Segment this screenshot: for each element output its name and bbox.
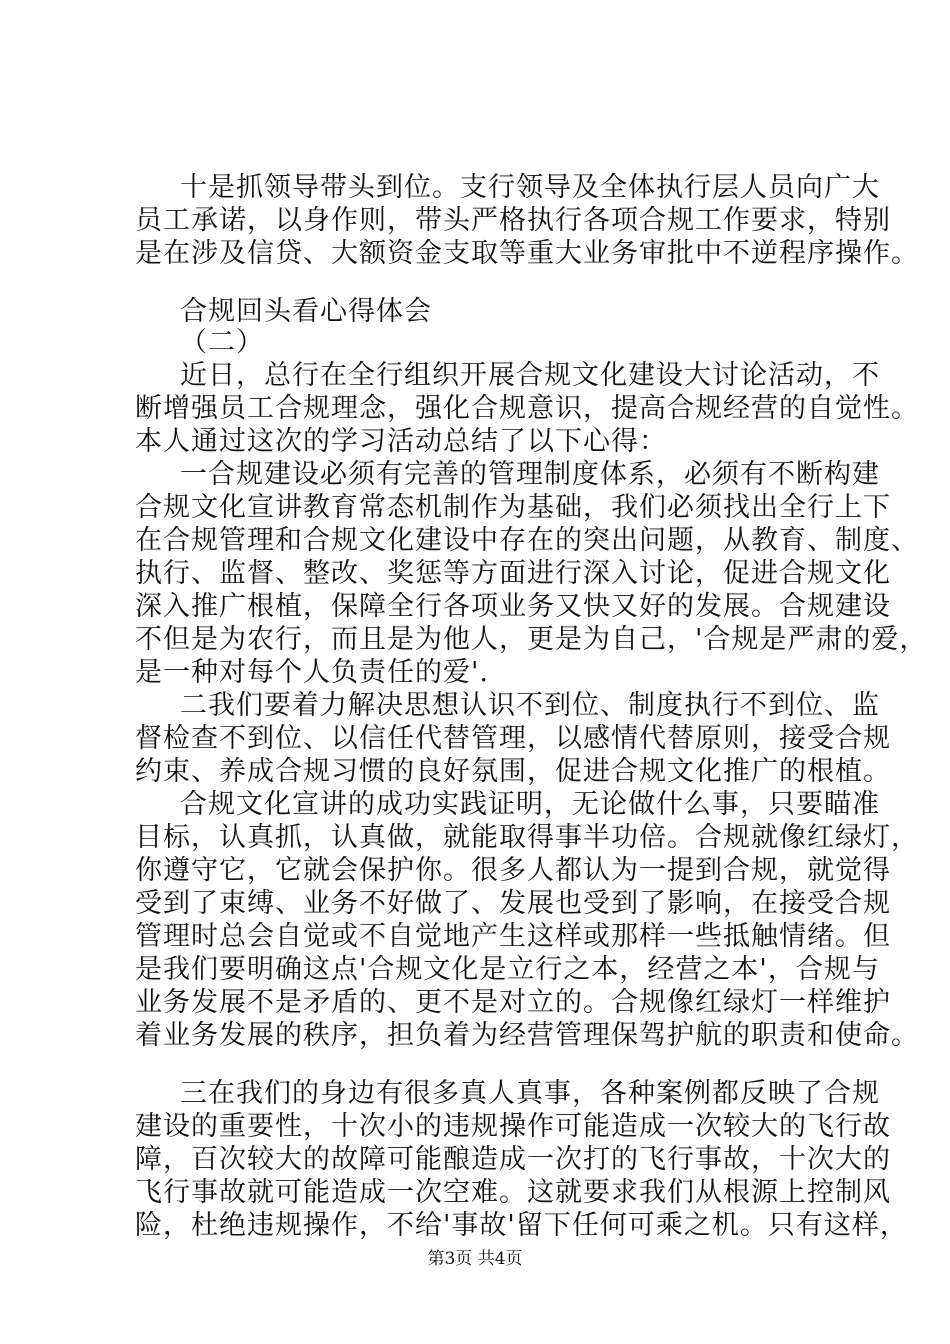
paragraph-line: 险，杜绝违规操作，不给'事故'留下任何可乘之机。只有这样， <box>135 1210 908 1241</box>
paragraph-line: 三在我们的身边有很多真人真事，各种案例都反映了合规 <box>180 1078 880 1109</box>
paragraph-line: 断增强员工合规理念，强化合规意识，提高合规经营的自觉性。 <box>135 393 919 424</box>
paragraph-line: 近日，总行在全行组织开展合规文化建设大讨论活动，不 <box>180 360 880 391</box>
paragraph-line: 在合规管理和合规文化建设中存在的突出问题，从教育、制度、 <box>135 525 919 556</box>
paragraph-line: 合规文化宣讲教育常态机制作为基础，我们必须找出全行上下 <box>135 492 891 523</box>
paragraph-line: 是在涉及信贷、大额资金支取等重大业务审批中不逆程序操作。 <box>135 238 919 269</box>
page-footer: 第3页 共4页 <box>427 1249 523 1269</box>
paragraph-line: 合规文化宣讲的成功实践证明，无论做什么事，只要瞄准 <box>180 789 880 820</box>
section-subtitle: （二） <box>180 327 264 358</box>
paragraph-line: 飞行事故就可能造成一次空难。这就要求我们从根源上控制风 <box>135 1177 891 1208</box>
paragraph-line: 本人通过这次的学习活动总结了以下心得： <box>135 426 667 457</box>
paragraph-line: 是一种对每个人负责任的爱'. <box>135 657 490 688</box>
paragraph-line: 深入推广根植，保障全行各项业务又快又好的发展。合规建设 <box>135 591 891 622</box>
paragraph-line: 一合规建设必须有完善的管理制度体系，必须有不断构建 <box>180 459 880 490</box>
paragraph-line: 是我们要明确这点'合规文化是立行之本，经营之本'，合规与 <box>135 954 880 985</box>
paragraph-line: 督检查不到位、以信任代替管理，以感情代替原则，接受合规 <box>135 723 891 754</box>
paragraph-line: 业务发展不是矛盾的、更不是对立的。合规像红绿灯一样维护 <box>135 987 891 1018</box>
paragraph-line: 障，百次较大的故障可能酿造成一次打的飞行事故，十次大的 <box>135 1144 891 1175</box>
paragraph-line: 十是抓领导带头到位。支行领导及全体执行层人员向广大 <box>180 172 880 203</box>
paragraph-line: 目标，认真抓，认真做，就能取得事半功倍。合规就像红绿灯， <box>135 822 919 853</box>
paragraph-line: 建设的重要性，十次小的违规操作可能造成一次较大的飞行故 <box>135 1111 891 1142</box>
paragraph-line: 你遵守它，它就会保护你。很多人都认为一提到合规，就觉得 <box>135 855 891 886</box>
paragraph-line: 受到了束缚、业务不好做了、发展也受到了影响，在接受合规 <box>135 888 891 919</box>
paragraph-line: 管理时总会自觉或不自觉地产生这样或那样一些抵触情绪。但 <box>135 921 891 952</box>
section-title: 合规回头看心得体会 <box>180 296 432 327</box>
paragraph-line: 着业务发展的秩序，担负着为经营管理保驾护航的职责和使命。 <box>135 1020 919 1051</box>
paragraph-line: 约束、养成合规习惯的良好氛围，促进合规文化推广的根植。 <box>135 756 891 787</box>
paragraph-line: 员工承诺，以身作则，带头严格执行各项合规工作要求，特别 <box>135 205 891 236</box>
paragraph-line: 不但是为农行，而且是为他人，更是为自己，'合规是严肃的爱， <box>135 624 928 655</box>
paragraph-line: 二我们要着力解决思想认识不到位、制度执行不到位、监 <box>180 690 880 721</box>
paragraph-line: 执行、监督、整改、奖惩等方面进行深入讨论，促进合规文化 <box>135 558 891 589</box>
